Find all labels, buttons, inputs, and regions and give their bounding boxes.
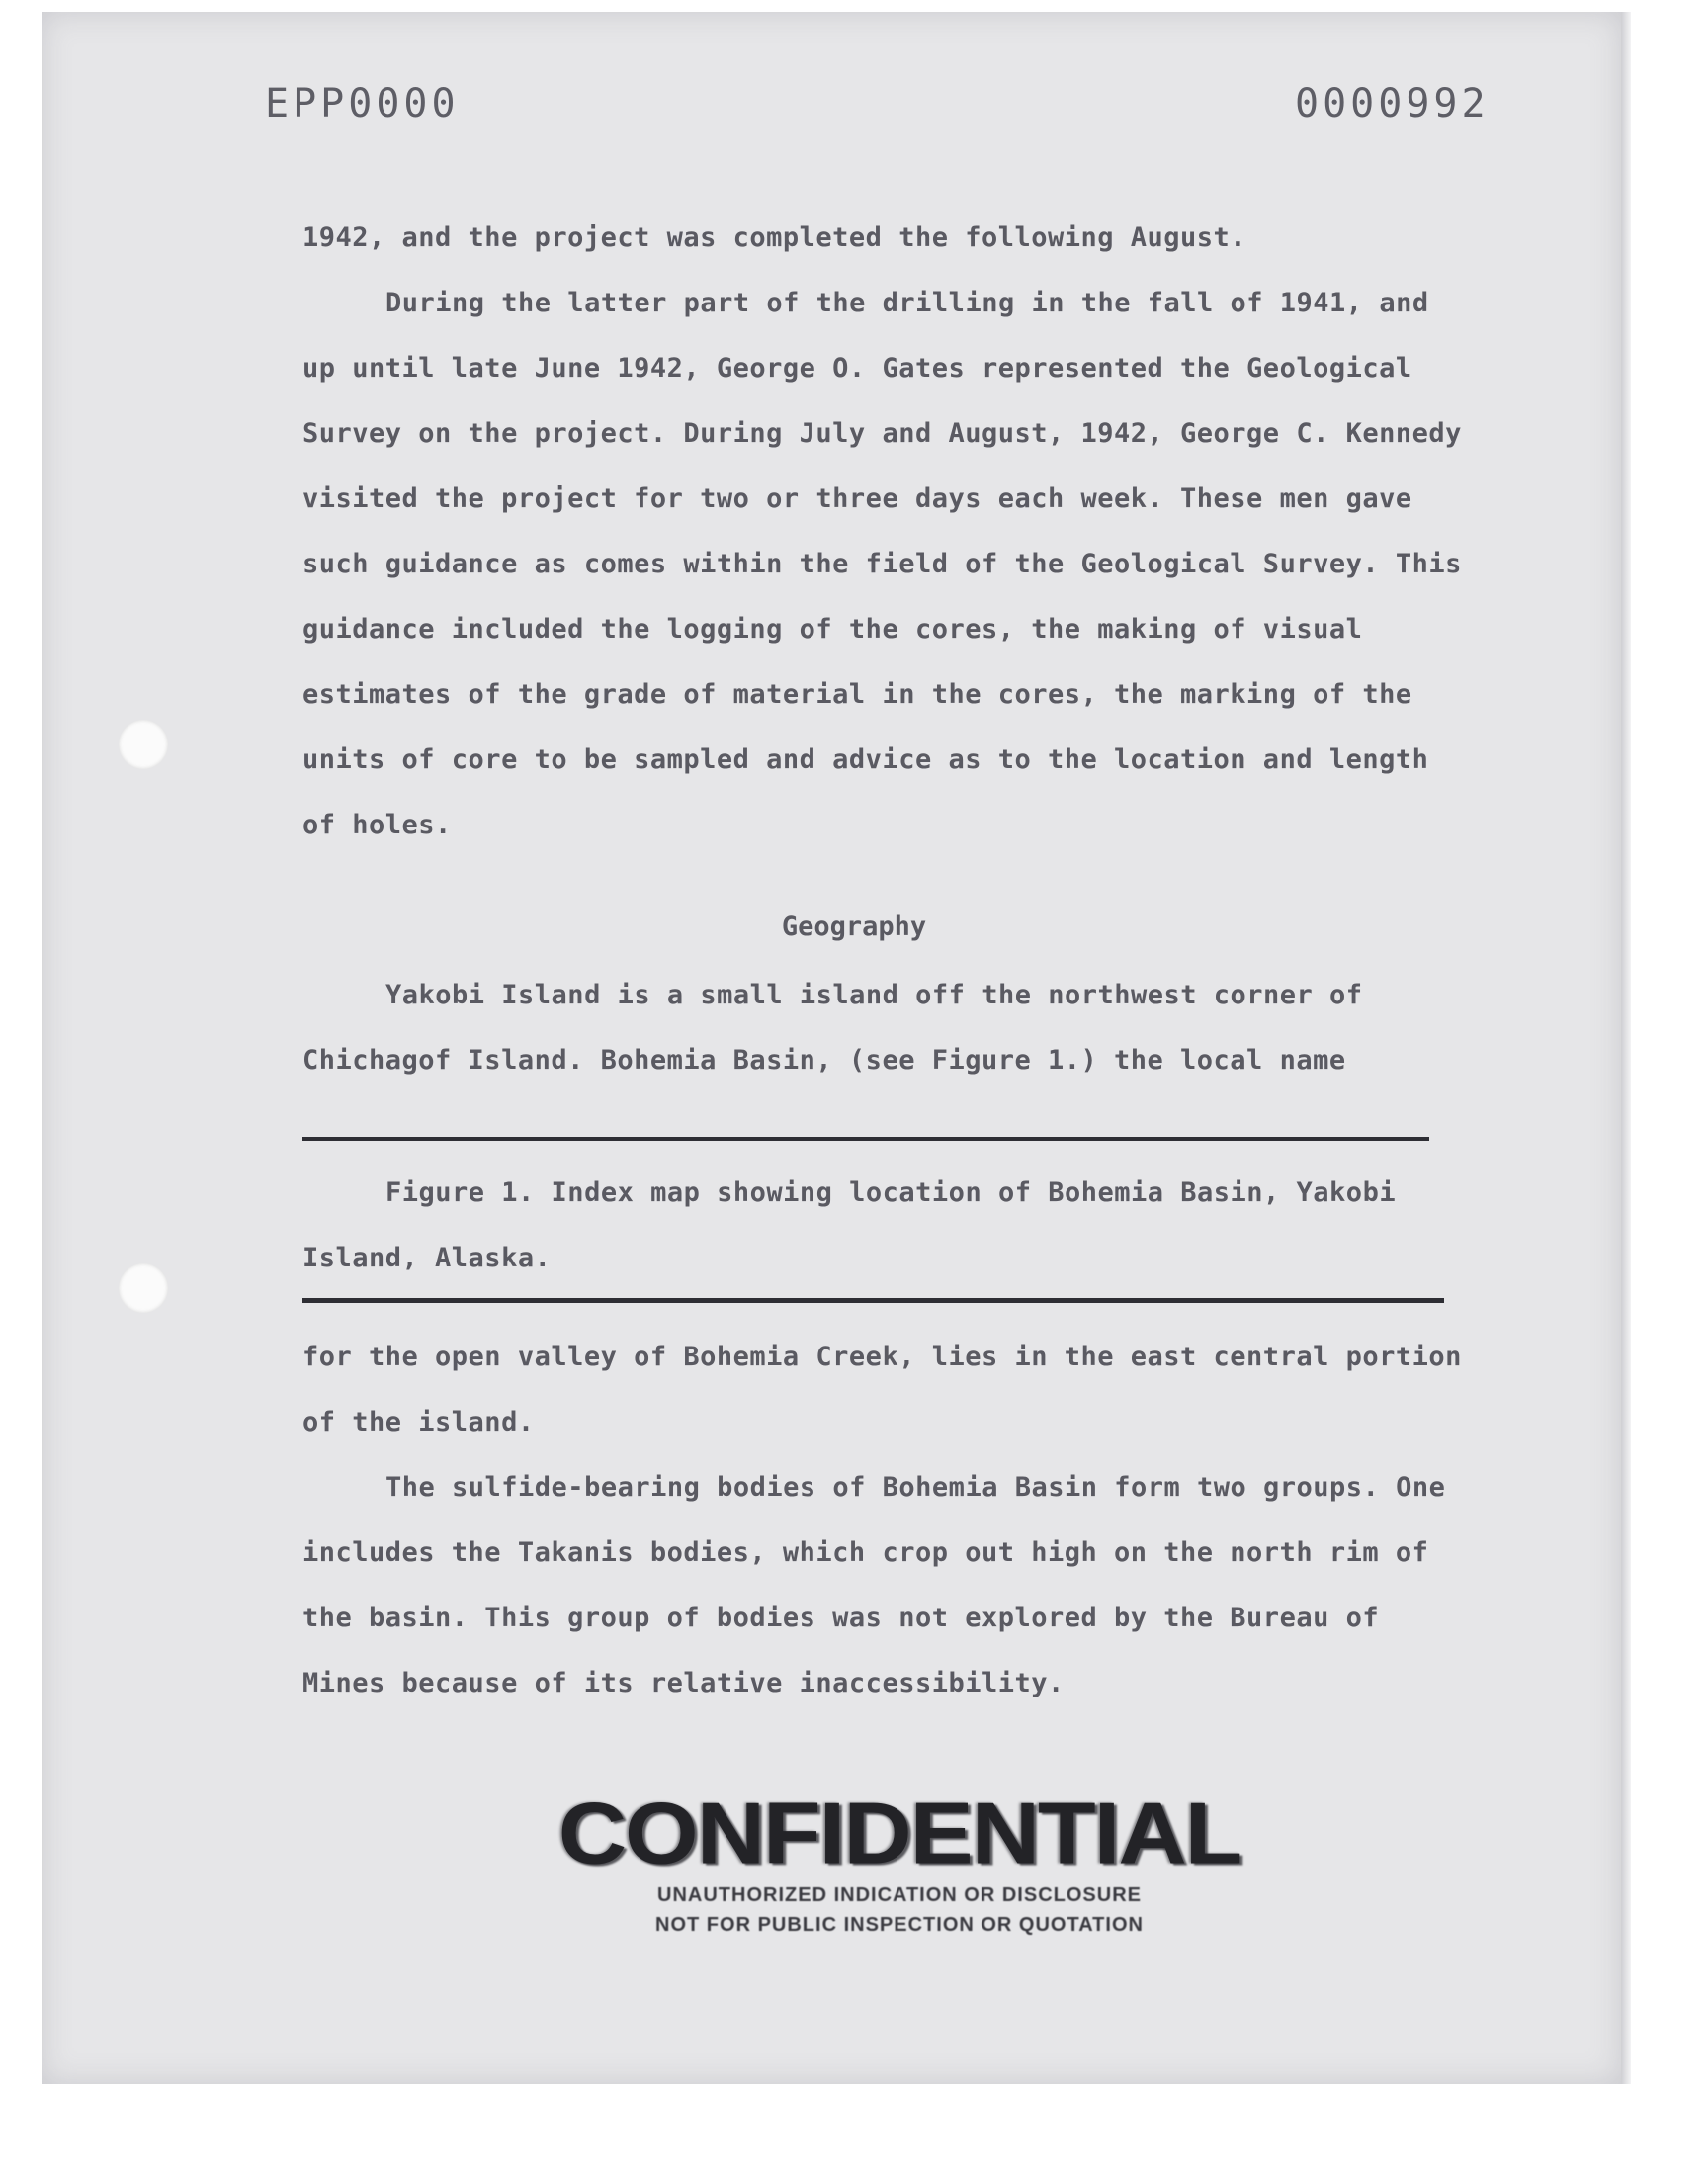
- text-block-geography: [302, 963, 1469, 1093]
- confidential-stamp: [519, 1780, 1280, 1958]
- paragraph-yakobi-island: Yakobi Island is a small island off the northwest corner of Chichagof Island. Bohemia Basin, (see Figure 1.) the local name: [302, 980, 1363, 1076]
- section-heading-geography: Geography: [781, 912, 927, 942]
- document-id-left: EPP0000: [265, 81, 460, 127]
- figure-caption-block: [302, 1161, 1469, 1291]
- figure-rule-top: [302, 1137, 1429, 1141]
- stamp-subtext-1: UNAUTHORIZED INDICATION OR DISCLOSURE: [657, 1884, 1142, 1906]
- paragraph-bohemia-creek: for the open valley of Bohemia Creek, lies in the east central portion of the island.: [302, 1342, 1462, 1437]
- punch-hole-upper: [119, 720, 168, 769]
- paragraph-continuation: 1942, and the project was completed the following August.: [302, 222, 1247, 253]
- stamp-main-text: CONFIDENTIAL: [557, 1784, 1241, 1882]
- paragraph-sulfide-bodies: The sulfide-bearing bodies of Bohemia Basin form two groups. One includes the Takanis bodies, which crop out high on the north rim of the basin. This group of bodies was not explored by the Bureau of Mines because of its relative inaccessibility.: [302, 1472, 1446, 1698]
- punch-hole-lower: [119, 1263, 168, 1313]
- document-id-right: 0000992: [1295, 81, 1490, 127]
- paragraph-survey-guidance: During the latter part of the drilling in the fall of 1941, and up until late June 1942, George O. Gates represented the Geological Survey on the project. During July and August, 1942, George C. Kennedy visited the project for two or three days each week. These men gave such guidance as comes within the field of the Geological Survey. This guidance included the logging of the cores, the making of visual estimates of the grade of material in the cores, the marking of the units of core to be sampled and advice as to the location and length of holes.: [302, 288, 1462, 840]
- text-block-bottom: [302, 1325, 1469, 1716]
- text-block-top: [302, 206, 1469, 858]
- stamp-subtext-2: NOT FOR PUBLIC INSPECTION OR QUOTATION: [655, 1914, 1144, 1936]
- figure-rule-bottom: [302, 1298, 1444, 1303]
- page-edge: [1621, 12, 1631, 2084]
- figure-caption: Figure 1. Index map showing location of Bohemia Basin, Yakobi Island, Alaska.: [302, 1177, 1397, 1273]
